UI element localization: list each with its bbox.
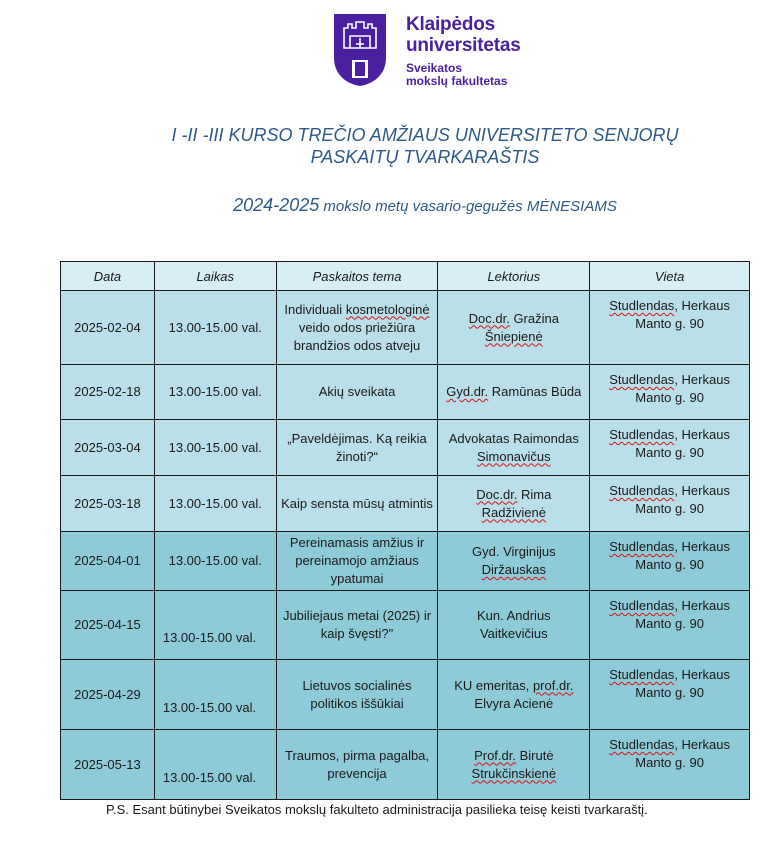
cell-time: 13.00-15.00 val.: [154, 365, 276, 420]
table-row: [61, 532, 750, 591]
logo-faculty-line2: mokslų fakultetas: [406, 74, 508, 88]
cell-lecturer: KU emeritas, prof.dr. Elvyra Acienė: [438, 660, 590, 730]
cell-place: Studlendas, Herkaus Manto g. 90: [590, 660, 750, 730]
logo-faculty-line1: Sveikatos: [406, 61, 463, 75]
header-date: Data: [61, 262, 155, 291]
cell-place: Studlendas, Herkaus Manto g. 90: [590, 420, 750, 476]
cell-topic: „Paveldėjimas. Ką reikia žinoti?“: [276, 420, 438, 476]
header-time: Laikas: [154, 262, 276, 291]
cell-date: 2025-04-15: [61, 591, 155, 660]
cell-time: 13.00-15.00 val.: [154, 730, 276, 800]
table-header-row: [61, 262, 750, 291]
cell-date: 2025-02-04: [61, 291, 155, 365]
cell-lecturer: Doc.dr. Rima Radživienė: [438, 476, 590, 532]
cell-place: Studlendas, Herkaus Manto g. 90: [590, 365, 750, 420]
cell-date: 2025-04-01: [61, 532, 155, 591]
cell-place: Studlendas, Herkaus Manto g. 90: [590, 532, 750, 591]
cell-time: 13.00-15.00 val.: [154, 591, 276, 660]
page-title: [0, 124, 780, 168]
cell-date: 2025-03-04: [61, 420, 155, 476]
cell-place: Studlendas, Herkaus Manto g. 90: [590, 291, 750, 365]
cell-date: 2025-02-18: [61, 365, 155, 420]
header-lecturer: Lektorius: [438, 262, 590, 291]
cell-time: 13.00-15.00 val.: [154, 660, 276, 730]
cell-time: 13.00-15.00 val.: [154, 476, 276, 532]
cell-place: Studlendas, Herkaus Manto g. 90: [590, 730, 750, 800]
cell-time: 13.00-15.00 val.: [154, 291, 276, 365]
table-row: [61, 291, 750, 365]
logo-university-line1: Klaipėdos: [406, 14, 495, 35]
cell-lecturer: Advokatas Raimondas Simonavičus: [438, 420, 590, 476]
cell-place: Studlendas, Herkaus Manto g. 90: [590, 476, 750, 532]
cell-topic: Pereinamasis amžius ir pereinamojo amžiaus ypatumai: [276, 532, 438, 591]
cell-topic: Lietuvos socialinės politikos iššūkiai: [276, 660, 438, 730]
cell-lecturer: Prof.dr. Birutė Strukčinskienė: [438, 730, 590, 800]
cell-date: 2025-03-18: [61, 476, 155, 532]
cell-topic: Individuali kosmetologinė veido odos priežiūra brandžios odos atveju: [276, 291, 438, 365]
table-row: [61, 365, 750, 420]
footnote: P.S. Esant būtinybei Sveikatos mokslų fakulteto administracija pasilieka teisę keisti tvarkaraštį.: [106, 802, 648, 817]
cell-topic: Jubiliejaus metai (2025) ir kaip švęsti?": [276, 591, 438, 660]
cell-date: 2025-04-29: [61, 660, 155, 730]
cell-lecturer: Kun. Andrius Vaitkevičius: [438, 591, 590, 660]
cell-time: 13.00-15.00 val.: [154, 420, 276, 476]
cell-place: Studlendas, Herkaus Manto g. 90: [590, 591, 750, 660]
schedule-table: [60, 261, 750, 800]
cell-date: 2025-05-13: [61, 730, 155, 800]
page-subtitle: [0, 195, 780, 216]
table-row: [61, 660, 750, 730]
table-row: [61, 730, 750, 800]
logo-university-line2: universitetas: [406, 35, 521, 56]
university-logo: [334, 14, 534, 86]
cell-lecturer: Gyd.dr. Ramūnas Būda: [438, 365, 590, 420]
cell-topic: Traumos, pirma pagalba, prevencija: [276, 730, 438, 800]
cell-topic: Akių sveikata: [276, 365, 438, 420]
cell-topic: Kaip sensta mūsų atmintis: [276, 476, 438, 532]
table-row: [61, 420, 750, 476]
table-row: [61, 591, 750, 660]
subtitle-text: mokslo metų vasario-gegužės MĖNESIAMS: [319, 198, 617, 215]
cell-lecturer: Doc.dr. Gražina Šniepienė: [438, 291, 590, 365]
table-row: [61, 476, 750, 532]
shield-logo-icon: [334, 14, 386, 86]
cell-time: 13.00-15.00 val.: [154, 532, 276, 591]
subtitle-year: 2024-2025: [233, 195, 320, 215]
title-line1: I -II -III KURSO TREČIO AMŽIAUS UNIVERSITETO SENJORŲ: [171, 125, 679, 145]
title-line2: PASKAITŲ TVARKARAŠTIS: [310, 147, 540, 167]
header-place: Vieta: [590, 262, 750, 291]
header-topic: Paskaitos tema: [276, 262, 438, 291]
cell-lecturer: Gyd. Virginijus Diržauskas: [438, 532, 590, 591]
